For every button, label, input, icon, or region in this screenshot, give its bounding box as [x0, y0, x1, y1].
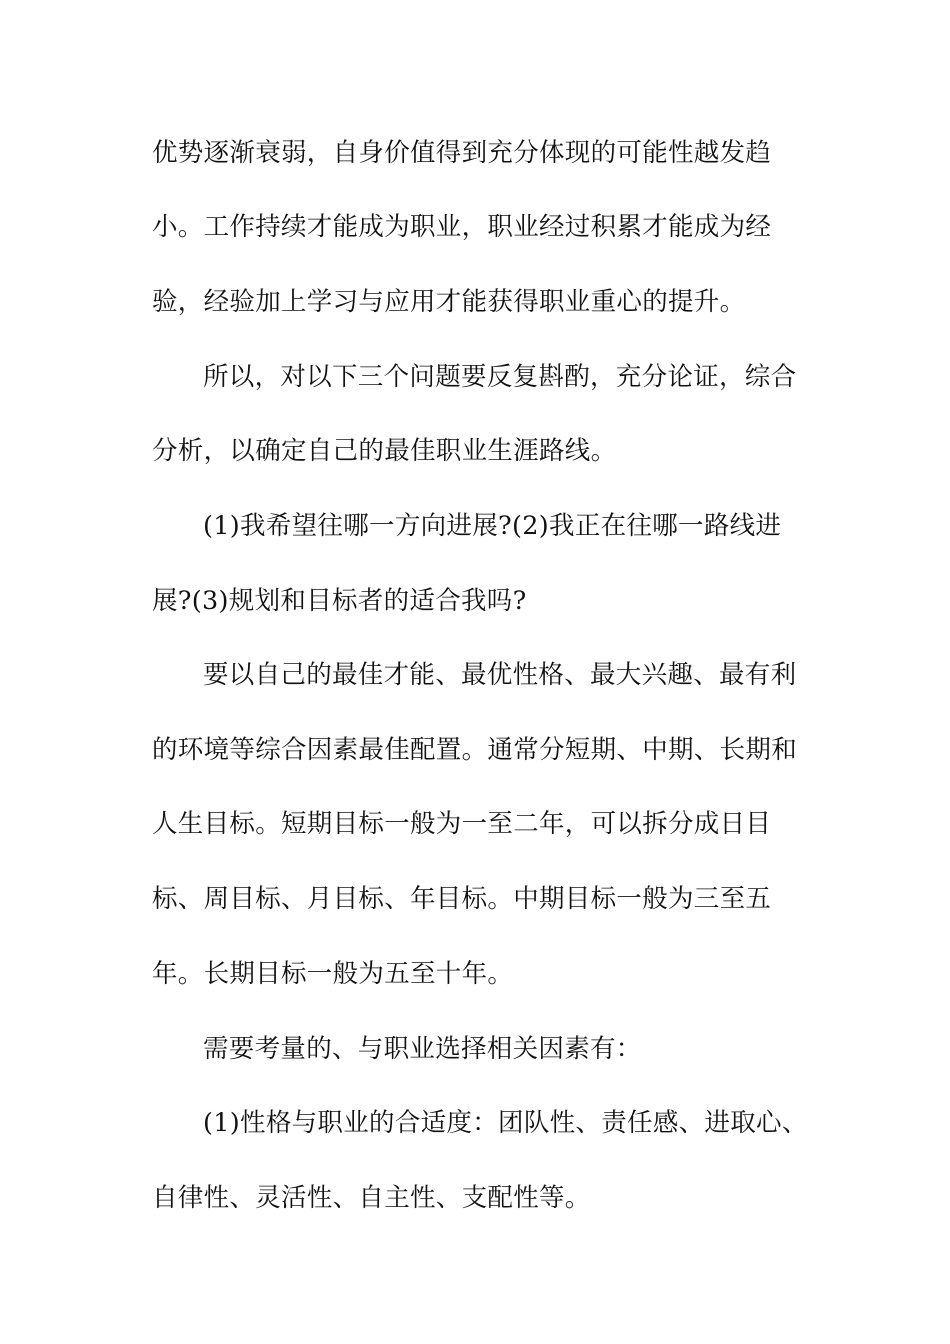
text-line: 的环境等综合因素最佳配置。通常分短期、中期、长期和 — [152, 735, 798, 765]
text-line: 优势逐渐衰弱，自身价值得到充分体现的可能性越发趋 — [152, 138, 772, 168]
text-line: 标、周目标、月目标、年目标。中期目标一般为三至五 — [152, 884, 772, 914]
text-line: 要以自己的最佳才能、最优性格、最大兴趣、最有利 — [203, 660, 797, 690]
text-line: 年。长期目标一般为五至十年。 — [152, 959, 514, 989]
text-line: 人生目标。短期目标一般为一至二年，可以拆分成日目 — [152, 809, 772, 839]
text-line: 自律性、灵活性、自主性、支配性等。 — [152, 1183, 591, 1213]
text-line: 分析，以确定自己的最佳职业生涯路线。 — [152, 436, 617, 466]
text-line: 需要考量的、与职业选择相关因素有： — [203, 1034, 642, 1064]
text-line: (1)性格与职业的合适度：团队性、责任感、进取心、 — [203, 1108, 808, 1138]
text-line: (1)我希望往哪一方向进展?(2)我正在往哪一路线进 — [203, 511, 782, 541]
text-line: 展?(3)规划和目标者的适合我吗? — [152, 586, 527, 616]
text-line: 小。工作持续才能成为职业，职业经过积累才能成为经 — [152, 212, 772, 242]
text-line: 所以，对以下三个问题要反复斟酌，充分论证，综合 — [203, 362, 797, 392]
text-line: 验，经验加上学习与应用才能获得职业重心的提升。 — [152, 287, 746, 317]
